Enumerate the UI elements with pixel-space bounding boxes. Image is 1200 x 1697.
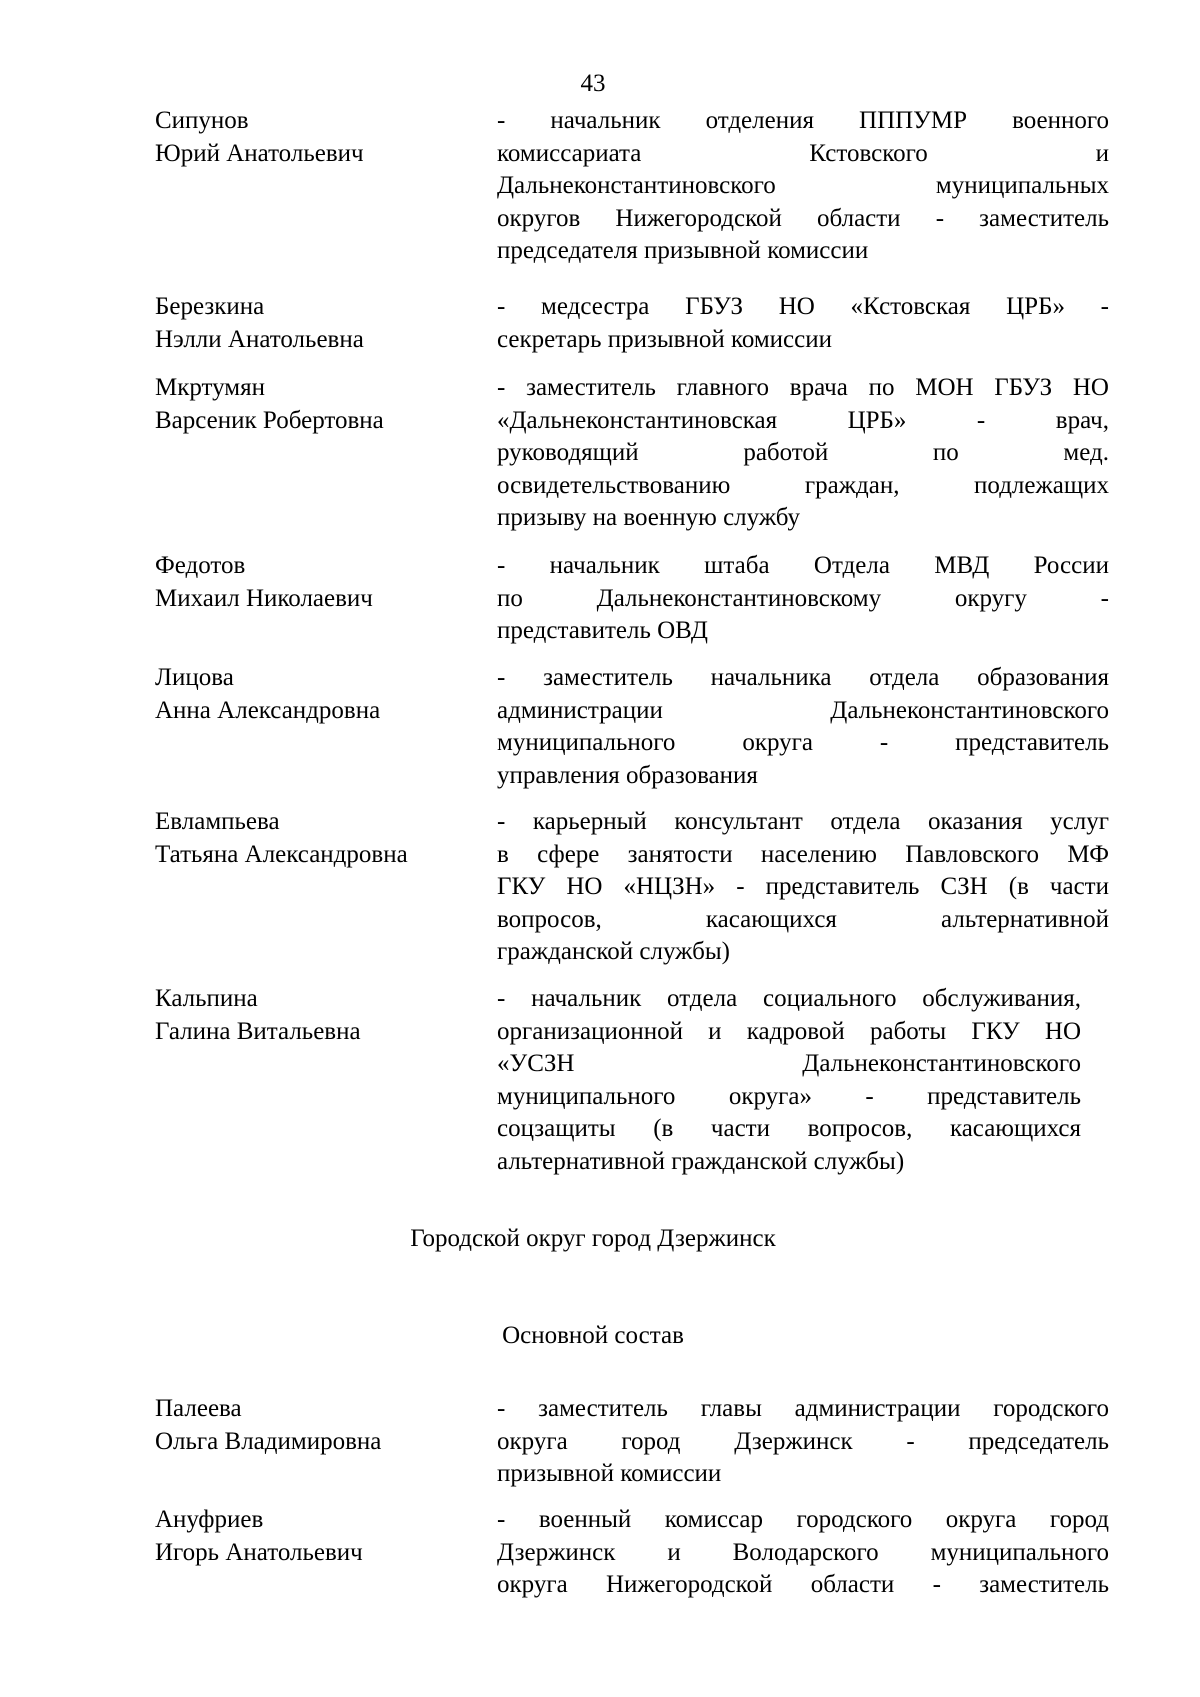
member-surname: Сипунов (155, 107, 249, 134)
role-line: Дальнеконстантиновского муниципальных (497, 172, 1109, 199)
member-name (155, 983, 485, 1048)
member-given-name: Ольга Владимировна (155, 1427, 382, 1455)
role-line: Дзержинск и Володарского муниципального (497, 1538, 1109, 1566)
role-line: освидетельствованию граждан, подлежащих (497, 471, 1109, 499)
member-given-name: Варсеник Робертовна (155, 406, 384, 434)
member-role (497, 105, 1109, 268)
role-line: организационной и кадровой работы ГКУ НО (497, 1017, 1081, 1045)
member-surname: Лицова (155, 664, 234, 691)
role-line: - медсестра ГБУЗ НО «Кстовская ЦРБ» - (497, 293, 1109, 320)
member-name (155, 662, 485, 727)
member-name (155, 806, 485, 871)
member-given-name: Михаил Николаевич (155, 584, 373, 612)
member-name (155, 1504, 485, 1569)
role-line: комиссариата Кстовского и (497, 139, 1109, 167)
role-line: «УСЗН Дальнеконстантиновского (497, 1050, 1081, 1077)
member-surname: Евлампьева (155, 808, 280, 835)
member-surname: Федотов (155, 552, 246, 579)
member-name (155, 105, 485, 170)
member-given-name: Игорь Анатольевич (155, 1538, 363, 1566)
role-line: - начальник отдела социального обслуживания, (497, 985, 1081, 1012)
role-line: муниципального округа» - представитель (497, 1082, 1081, 1110)
role-line: гражданской службы) (497, 938, 730, 965)
role-line: администрации Дальнеконстантиновского (497, 696, 1109, 724)
member-given-name: Юрий Анатольевич (155, 139, 364, 167)
member-role (497, 372, 1109, 535)
role-line: представитель ОВД (497, 617, 708, 644)
role-line: - начальник отделения ПППУМР военного (497, 107, 1109, 134)
role-line: - заместитель главного врача по МОН ГБУЗ НО (497, 374, 1109, 401)
member-role (497, 1504, 1109, 1602)
member-given-name: Нэлли Анатольевна (155, 325, 364, 353)
member-role (497, 806, 1109, 969)
member-given-name: Анна Александровна (155, 696, 381, 724)
member-given-name: Татьяна Александровна (155, 840, 408, 868)
role-line: руководящий работой по мед. (497, 439, 1109, 466)
member-name (155, 372, 485, 437)
role-line: в сфере занятости населению Павловского МФ (497, 840, 1109, 868)
role-line: округа город Дзержинск - председатель (497, 1427, 1109, 1455)
member-name (155, 291, 485, 356)
member-surname: Кальпина (155, 985, 258, 1012)
member-role (497, 983, 1081, 1178)
role-line: округов Нижегородской области - заместитель (497, 204, 1109, 232)
role-line: председателя призывной комиссии (497, 237, 869, 264)
member-role (497, 291, 1109, 356)
role-line: альтернативной гражданской службы) (497, 1147, 905, 1175)
role-line: призыву на военную службу (497, 504, 801, 531)
member-surname: Палеева (155, 1395, 242, 1422)
member-role (497, 662, 1109, 792)
subsection-heading: Основной состав (502, 1322, 684, 1349)
member-role (497, 550, 1109, 648)
role-line: - заместитель главы администрации городского (497, 1395, 1109, 1422)
page-number: 43 (580, 70, 606, 97)
member-name (155, 1393, 485, 1458)
member-surname: Березкина (155, 293, 265, 320)
role-line: по Дальнеконстантиновскому округу - (497, 584, 1109, 612)
role-line: секретарь призывной комиссии (497, 325, 833, 353)
member-surname: Ануфриев (155, 1506, 264, 1533)
role-line: призывной комиссии (497, 1460, 722, 1487)
member-given-name: Галина Витальевна (155, 1017, 361, 1045)
role-line: ГКУ НО «НЦЗН» - представитель СЗН (в части (497, 873, 1109, 900)
role-line: «Дальнеконстантиновская ЦРБ» - врач, (497, 406, 1109, 434)
role-line: управления образования (497, 761, 758, 789)
role-line: округа Нижегородской области - заместитель (497, 1571, 1109, 1598)
role-line: - военный комиссар городского округа город (497, 1506, 1109, 1533)
role-line: соцзащиты (в части вопросов, касающихся (497, 1115, 1081, 1142)
member-surname: Мкртумян (155, 374, 266, 401)
role-line: - начальник штаба Отдела МВД России (497, 552, 1109, 579)
role-line: муниципального округа - представитель (497, 729, 1109, 756)
member-role (497, 1393, 1109, 1491)
section-heading: Городской округ город Дзержинск (410, 1225, 776, 1252)
member-name (155, 550, 485, 615)
role-line: вопросов, касающихся альтернативной (497, 905, 1109, 933)
role-line: - карьерный консультант отдела оказания услуг (497, 808, 1109, 835)
role-line: - заместитель начальника отдела образования (497, 664, 1109, 691)
